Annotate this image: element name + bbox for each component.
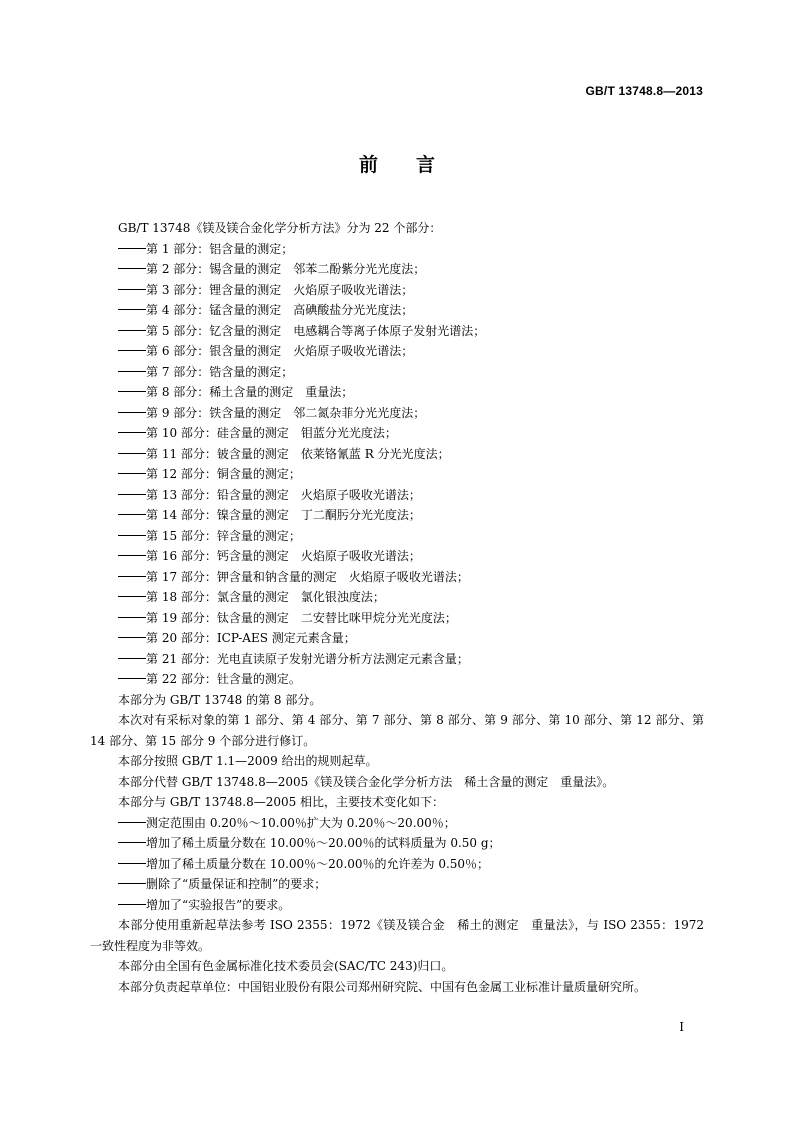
em-dash-bullet	[118, 883, 146, 884]
part-list-item	[90, 546, 704, 567]
intro-paragraph: GB/T 13748《镁及镁合金化学分析方法》分为 22 个部分：	[118, 221, 442, 235]
em-dash-bullet	[118, 863, 146, 864]
part-list-item-text: 第 1 部分：铝含量的测定；	[146, 241, 294, 256]
revision-paragraph: 本次对有采标对象的第 1 部分、第 4 部分、第 7 部分、第 8 部分、第 9 部分、第 10 部分、第 12 部分、第 14 部分、第 15 部分 9 个部分进行修订。	[90, 713, 704, 748]
em-dash-bullet	[118, 391, 146, 392]
part-list-item-text: 第 21 部分：光电直读原子发射光谱分析方法测定元素含量；	[146, 651, 469, 666]
em-dash-bullet	[118, 658, 146, 659]
standard-number: GB/T 13748.8—2013	[585, 84, 703, 98]
part-list-item	[90, 608, 704, 629]
parts-list	[90, 239, 704, 690]
em-dash-bullet	[118, 576, 146, 577]
part-list-item-text: 第 2 部分：锡含量的测定 邻苯二酚紫分光光度法；	[146, 262, 426, 276]
em-dash-bullet	[118, 268, 146, 269]
part-list-item-text: 第 11 部分：铍含量的测定 依莱铬氰蓝 R 分光光度法；	[146, 446, 450, 461]
changes-intro-paragraph: 本部分与 GB/T 13748.8—2005 相比，主要技术变化如下：	[118, 795, 445, 809]
em-dash-bullet	[118, 678, 146, 679]
change-list-item	[90, 813, 704, 834]
em-dash-bullet	[118, 822, 146, 823]
part-list-item	[90, 464, 704, 485]
part-list-item	[90, 444, 704, 465]
em-dash-bullet	[118, 371, 146, 372]
part-list-item	[90, 300, 704, 321]
part-list-item-text: 第 4 部分：锰含量的测定 高碘酸盐分光光度法；	[146, 303, 414, 317]
em-dash-bullet	[118, 350, 146, 351]
part-list-item-text: 第 17 部分：钾含量和钠含量的测定 火焰原子吸收光谱法；	[146, 569, 469, 584]
em-dash-bullet	[118, 555, 146, 556]
change-list-item-text: 增加了稀土质量分数在 10.00％～20.00％的试料质量为 0.50 g；	[146, 836, 501, 850]
part-list-item	[90, 239, 704, 260]
em-dash-bullet	[118, 330, 146, 331]
part-list-item-text: 第 10 部分：硅含量的测定 钼蓝分光光度法；	[146, 426, 397, 440]
em-dash-bullet	[118, 248, 146, 249]
part-list-item	[90, 382, 704, 403]
em-dash-bullet	[118, 617, 146, 618]
part-list-item-text: 第 8 部分：稀土含量的测定 重量法；	[146, 385, 354, 399]
em-dash-bullet	[118, 289, 146, 290]
change-list-item-text: 增加了“实验报告”的要求。	[146, 897, 291, 912]
em-dash-bullet	[118, 637, 146, 638]
part-list-item	[90, 423, 704, 444]
replaces-paragraph: 本部分代替 GB/T 13748.8—2005《镁及镁合金化学分析方法 稀土含量的测定 重量法》。	[118, 774, 615, 789]
part-list-item-text: 第 19 部分：钛含量的测定 二安替比咪甲烷分光光度法；	[146, 610, 457, 625]
drafting-rules-paragraph: 本部分按照 GB/T 1.1—2009 给出的规则起草。	[118, 754, 378, 768]
drafters-paragraph: 本部分负责起草单位：中国铝业股份有限公司郑州研究院、中国有色金属工业标准计量质量研究所。	[118, 979, 647, 994]
changes-list	[90, 813, 704, 916]
part-list-item-text: 第 22 部分：钍含量的测定。	[146, 672, 301, 686]
part-list-item	[90, 403, 704, 424]
part-list-item-text: 第 9 部分：铁含量的测定 邻二氮杂菲分光光度法；	[146, 405, 426, 420]
change-list-item	[90, 833, 704, 854]
part-list-item-text: 第 20 部分：ICP-AES 测定元素含量；	[146, 631, 356, 645]
part-list-item	[90, 485, 704, 506]
part-list-item-text: 第 16 部分：钙含量的测定 火焰原子吸收光谱法；	[146, 549, 421, 563]
part-list-item	[90, 341, 704, 362]
change-list-item	[90, 874, 704, 895]
part-list-item	[90, 587, 704, 608]
part-list-item-text: 第 3 部分：锂含量的测定 火焰原子吸收光谱法；	[146, 282, 414, 297]
part-list-item	[90, 259, 704, 280]
part-list-item	[90, 280, 704, 301]
em-dash-bullet	[118, 412, 146, 413]
change-list-item-text: 测定范围由 0.20％～10.00％扩大为 0.20％～20.00％；	[146, 815, 456, 830]
part-list-item	[90, 505, 704, 526]
part-list-item	[90, 321, 704, 342]
page-number: I	[679, 1020, 684, 1034]
part-list-item-text: 第 5 部分：钇含量的测定 电感耦合等离子体原子发射光谱法；	[146, 323, 486, 338]
change-list-item	[90, 854, 704, 875]
em-dash-bullet	[118, 432, 146, 433]
part-list-item	[90, 526, 704, 547]
em-dash-bullet	[118, 904, 146, 905]
foreword-body	[90, 218, 704, 997]
em-dash-bullet	[118, 309, 146, 310]
part-list-item-text: 第 18 部分：氯含量的测定 氯化银浊度法；	[146, 590, 385, 604]
part-list-item	[90, 362, 704, 383]
em-dash-bullet	[118, 514, 146, 515]
part-list-item-text: 第 15 部分：锌含量的测定；	[146, 528, 301, 543]
part-list-item-text: 第 12 部分：铜含量的测定；	[146, 467, 301, 481]
part-list-item-text: 第 13 部分：铅含量的测定 火焰原子吸收光谱法；	[146, 487, 421, 502]
part-list-item-text: 第 7 部分：锆含量的测定；	[146, 364, 294, 379]
page-title: 前言	[358, 154, 473, 176]
committee-paragraph: 本部分由全国有色金属标准化技术委员会(SAC/TC 243)归口。	[118, 959, 454, 973]
change-list-item-text: 删除了“质量保证和控制”的要求；	[146, 877, 327, 891]
em-dash-bullet	[118, 596, 146, 597]
part-list-item-text: 第 14 部分：镍含量的测定 丁二酮肟分光光度法；	[146, 508, 421, 522]
em-dash-bullet	[118, 535, 146, 536]
part-list-item-text: 第 6 部分：银含量的测定 火焰原子吸收光谱法；	[146, 344, 414, 358]
em-dash-bullet	[118, 494, 146, 495]
part-list-item	[90, 649, 704, 670]
change-list-item-text: 增加了稀土质量分数在 10.00％～20.00％的允许差为 0.50％；	[146, 856, 490, 871]
this-part-paragraph: 本部分为 GB/T 13748 的第 8 部分。	[118, 692, 322, 707]
em-dash-bullet	[118, 473, 146, 474]
change-list-item	[90, 895, 704, 916]
part-list-item	[90, 628, 704, 649]
part-list-item	[90, 567, 704, 588]
iso-paragraph: 本部分使用重新起草法参考 ISO 2355：1972《镁及镁合金 稀土的测定 重量法》，与 ISO 2355：1972 一致性程度为非等效。	[90, 918, 704, 953]
em-dash-bullet	[118, 453, 146, 454]
part-list-item	[90, 669, 704, 690]
em-dash-bullet	[118, 842, 146, 843]
